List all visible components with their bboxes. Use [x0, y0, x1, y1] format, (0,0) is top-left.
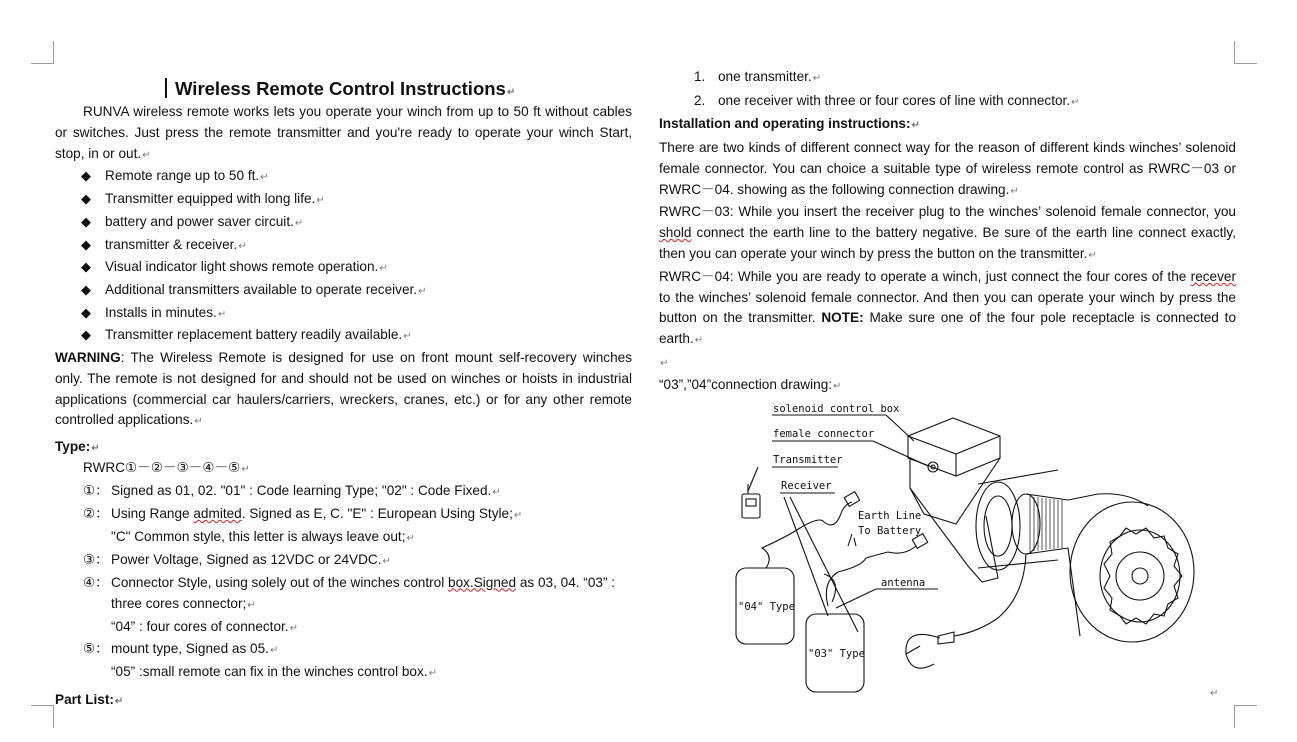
intro-paragraph: RUNVA wireless remote works lets you operate your winch from up to 50 ft without cables or switches. Just press the remote transmitter and you're ready to operate your winch Start, stop, in or out.↵ — [55, 104, 632, 161]
list-item: ◆ Remote range up to 50 ft.↵ — [81, 166, 632, 189]
install-paragraph-1: There are two kinds of different connect way for the reason of different kinds winches’ solenoid female connector. You can choice a suitable type of wireless remote control as RWRC－03 or RWRC－04. showing as the following connection drawing.↵ — [659, 140, 1236, 197]
winch-cable-windings — [1030, 496, 1062, 552]
type-03-label: "03" Type — [808, 648, 865, 660]
solenoid-label: solenoid control box — [773, 403, 900, 415]
type-item-3: ③： Power Voltage, Signed as 12VDC or 24VDC.↵ — [83, 551, 391, 567]
earth-wire-end — [848, 534, 856, 546]
transmitter-label: Transmitter — [773, 454, 843, 466]
type-item-4-sub-2: “04” : four cores of connector.↵ — [111, 618, 298, 634]
right-column — [659, 66, 1236, 398]
connection-diagram — [728, 396, 1198, 696]
part-list-heading: Part List:↵ — [55, 692, 124, 708]
winch-drum-end — [1012, 494, 1040, 554]
leader-line — [790, 497, 858, 632]
transmitter-button — [746, 499, 756, 506]
antenna-label: antenna — [881, 577, 926, 589]
warning-paragraph: WARNING: The Wireless Remote is designed for use on front mount self-recovery winches only. The remote is not designed for and should not be used on winches or hoists in industrial applications (commercial car haulers/carriers, wreckers, cranes, etc.) or for any other remote controlled applications.↵ — [55, 350, 632, 428]
feature-list — [55, 166, 632, 348]
leader-line — [748, 467, 758, 491]
antenna-wire — [824, 574, 836, 602]
list-item: ◆ Installs in minutes.↵ — [81, 303, 632, 326]
crop-mark-top-right — [1234, 41, 1257, 64]
winch-hub — [1116, 552, 1164, 600]
type-item-5-sub: “05” :small remote can fix in the winches control box.↵ — [111, 664, 437, 680]
list-item: ◆ Visual indicator light shows remote operation.↵ — [81, 257, 632, 280]
crop-mark-top-left — [31, 41, 54, 64]
type-item-4-sub-1: three cores connector;↵ — [111, 595, 256, 611]
type-item-2: ②： Using Range admited. Signed as E, C. "E" : European Using Style;↵ — [83, 506, 523, 522]
winch-gear — [1100, 530, 1180, 622]
list-item: ◆ battery and power saver circuit.↵ — [81, 212, 632, 235]
type-04-label: "04" Type — [738, 601, 795, 613]
type-item-2-sub: "C" Common style, this letter is always leave out;↵ — [111, 528, 415, 544]
earth-line-label: Earth Line — [858, 510, 922, 522]
hook-clevis — [938, 632, 954, 644]
list-item: ◆ transmitter & receiver.↵ — [81, 235, 632, 258]
receiver-plug — [844, 492, 859, 507]
winch-motor-body — [1068, 494, 1148, 636]
receiver-label: Receiver — [781, 480, 832, 492]
list-item: ◆ Transmitter replacement battery readily available.↵ — [81, 325, 632, 348]
to-battery-label: To Battery — [858, 525, 922, 537]
install-paragraph-3: RWRC－04: While you are ready to operate a winch, just connect the four cores of the recever to the winches’ solenoid female connector. And then you can operate your winch by press the button on the transmitter. NOTE: Make sure one of the four pole receptacle is connected to earth.↵ — [659, 268, 1237, 347]
list-item: 1. one transmitter.↵ — [694, 69, 822, 84]
crop-mark-bottom-left — [31, 705, 54, 728]
type-code: RWRC①－②－③－④－⑤↵ — [83, 460, 250, 476]
type-item-5: ⑤： mount type, Signed as 05.↵ — [83, 641, 279, 657]
install-heading: Installation and operating instructions:↵ — [659, 116, 920, 131]
solenoid-box-edges — [908, 436, 1000, 476]
type-item-1: ①： Signed as 01, 02. "01" : Code learning Type; "02" : Code Fixed.↵ — [83, 483, 501, 499]
hook-latch — [906, 646, 920, 654]
solenoid-box — [908, 418, 1000, 476]
list-item: ◆ Transmitter equipped with long life.↵ — [81, 189, 632, 212]
page-title: Wireless Remote Control Instructions↵ — [55, 76, 632, 102]
leader-line — [784, 497, 828, 616]
text-cursor — [165, 78, 167, 98]
female-connector-label: female connector — [773, 428, 875, 440]
part-list — [659, 66, 1236, 113]
winch-side-plate — [910, 458, 1000, 524]
end-paragraph-mark: ↵ — [1210, 688, 1219, 699]
leader-line — [836, 589, 876, 608]
drawing-caption: “03”,”04”connection drawing:↵ — [659, 376, 842, 392]
list-item: ◆ Additional transmitters available to operate receiver.↵ — [81, 280, 632, 303]
type-heading: Type:↵ — [55, 439, 100, 455]
crop-mark-bottom-right — [1234, 705, 1257, 728]
winch-end-cap — [976, 482, 1020, 570]
list-item: 2. one receiver with three or four cores of line with connector.↵ — [694, 92, 1080, 108]
type-item-4: ④： Connector Style, using solely out of the winches control box.Signed as 03, 04. “03” : — [83, 574, 616, 590]
install-paragraph-2: RWRC－03: While you insert the receiver plug to the winches’ solenoid female connector, you shold connect the earth line to the battery negative. Be sure of the earth line connect exactly, then you can operate your winch by press the button on the transmitter.↵ — [659, 204, 1236, 261]
empty-paragraph: ↵ — [660, 357, 669, 369]
left-column — [55, 76, 632, 712]
winch-hub-center — [1132, 568, 1148, 584]
